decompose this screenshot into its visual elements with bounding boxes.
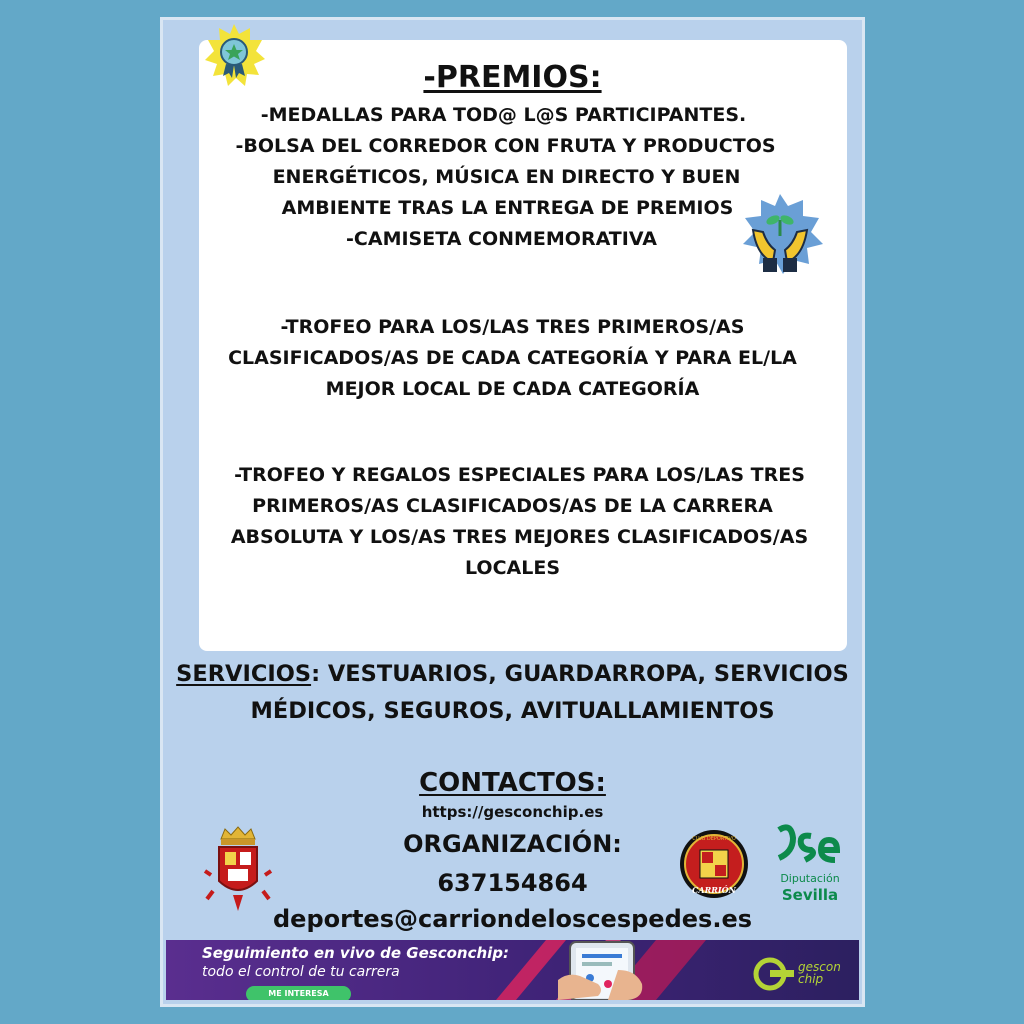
servicios-label: SERVICIOS: [176, 661, 312, 687]
premio-line: LOCALES: [465, 557, 560, 579]
premios-title: -PREMIOS:: [423, 60, 602, 95]
phone-number[interactable]: 637154864: [437, 869, 588, 897]
premio-line: AMBIENTE TRAS LA ENTREGA DE PREMIOS: [281, 197, 734, 219]
me-interesa-button[interactable]: ME INTERESA: [246, 986, 351, 1000]
club-name-text: CARRIÓN: [692, 885, 736, 895]
servicios: [163, 656, 862, 730]
premios-block-2: [163, 312, 862, 405]
poster: [160, 17, 865, 1007]
gesconchip-banner[interactable]: [166, 940, 859, 1000]
sevilla-label: Sevilla: [781, 886, 839, 904]
premio-line: -BOLSA DEL CORREDOR CON FRUTA Y PRODUCTOS: [235, 135, 776, 157]
organizacion-label: ORGANIZACIÓN:: [403, 830, 622, 858]
gesconchip-logo: [746, 956, 856, 992]
servicios-line-1: : VESTUARIOS, GUARDARROPA, SERVICIOS: [311, 661, 849, 687]
premio-line: -CAMISETA CONMEMORATIVA: [346, 228, 657, 250]
premio-line: PRIMEROS/AS CLASIFICADOS/AS DE LA CARRERA: [252, 495, 773, 517]
gesconchip-text: gescon chip: [798, 960, 841, 986]
contactos-title: CONTACTOS:: [419, 768, 606, 798]
premio-line: -MEDALLAS PARA TOD@ L@S PARTICIPANTES.: [260, 104, 747, 126]
website-link[interactable]: https://gesconchip.es: [421, 803, 604, 821]
premio-line: ABSOLUTA Y LOS/AS TRES MEJORES CLASIFICADOS/AS: [230, 526, 809, 548]
coat-of-arms-logo: [203, 825, 273, 917]
diputacion-label: Diputación: [780, 872, 840, 885]
premio-line: -TROFEO Y REGALOS ESPECIALES PARA LOS/LAS TRES: [234, 464, 805, 486]
phone-hand-icon: [558, 940, 678, 1000]
banner-subline: todo el control de tu carrera: [202, 964, 400, 980]
premio-line: -TROFEO PARA LOS/LAS TRES PRIMEROS/AS: [280, 316, 745, 338]
premio-line: ENERGÉTICOS, MÚSICA EN DIRECTO Y BUEN: [272, 166, 741, 188]
email-link[interactable]: deportes@carriondeloscespedes.es: [272, 905, 752, 933]
club-top-text: CLUB DEPORTIVO: [692, 836, 736, 842]
club-carrion-logo: [678, 828, 750, 900]
diputacion-sevilla-logo: [775, 822, 845, 870]
premios-block-3: [163, 460, 862, 584]
banner-headline: Seguimiento en vivo de Gesconchip:: [202, 944, 510, 962]
premios-block-1: [163, 100, 862, 255]
premio-line: MEJOR LOCAL DE CADA CATEGORÍA: [325, 378, 700, 400]
servicios-line-2: MÉDICOS, SEGUROS, AVITUALLAMIENTOS: [250, 698, 775, 724]
premio-line: CLASIFICADOS/AS DE CADA CATEGORÍA Y PARA EL/LA: [228, 347, 797, 369]
